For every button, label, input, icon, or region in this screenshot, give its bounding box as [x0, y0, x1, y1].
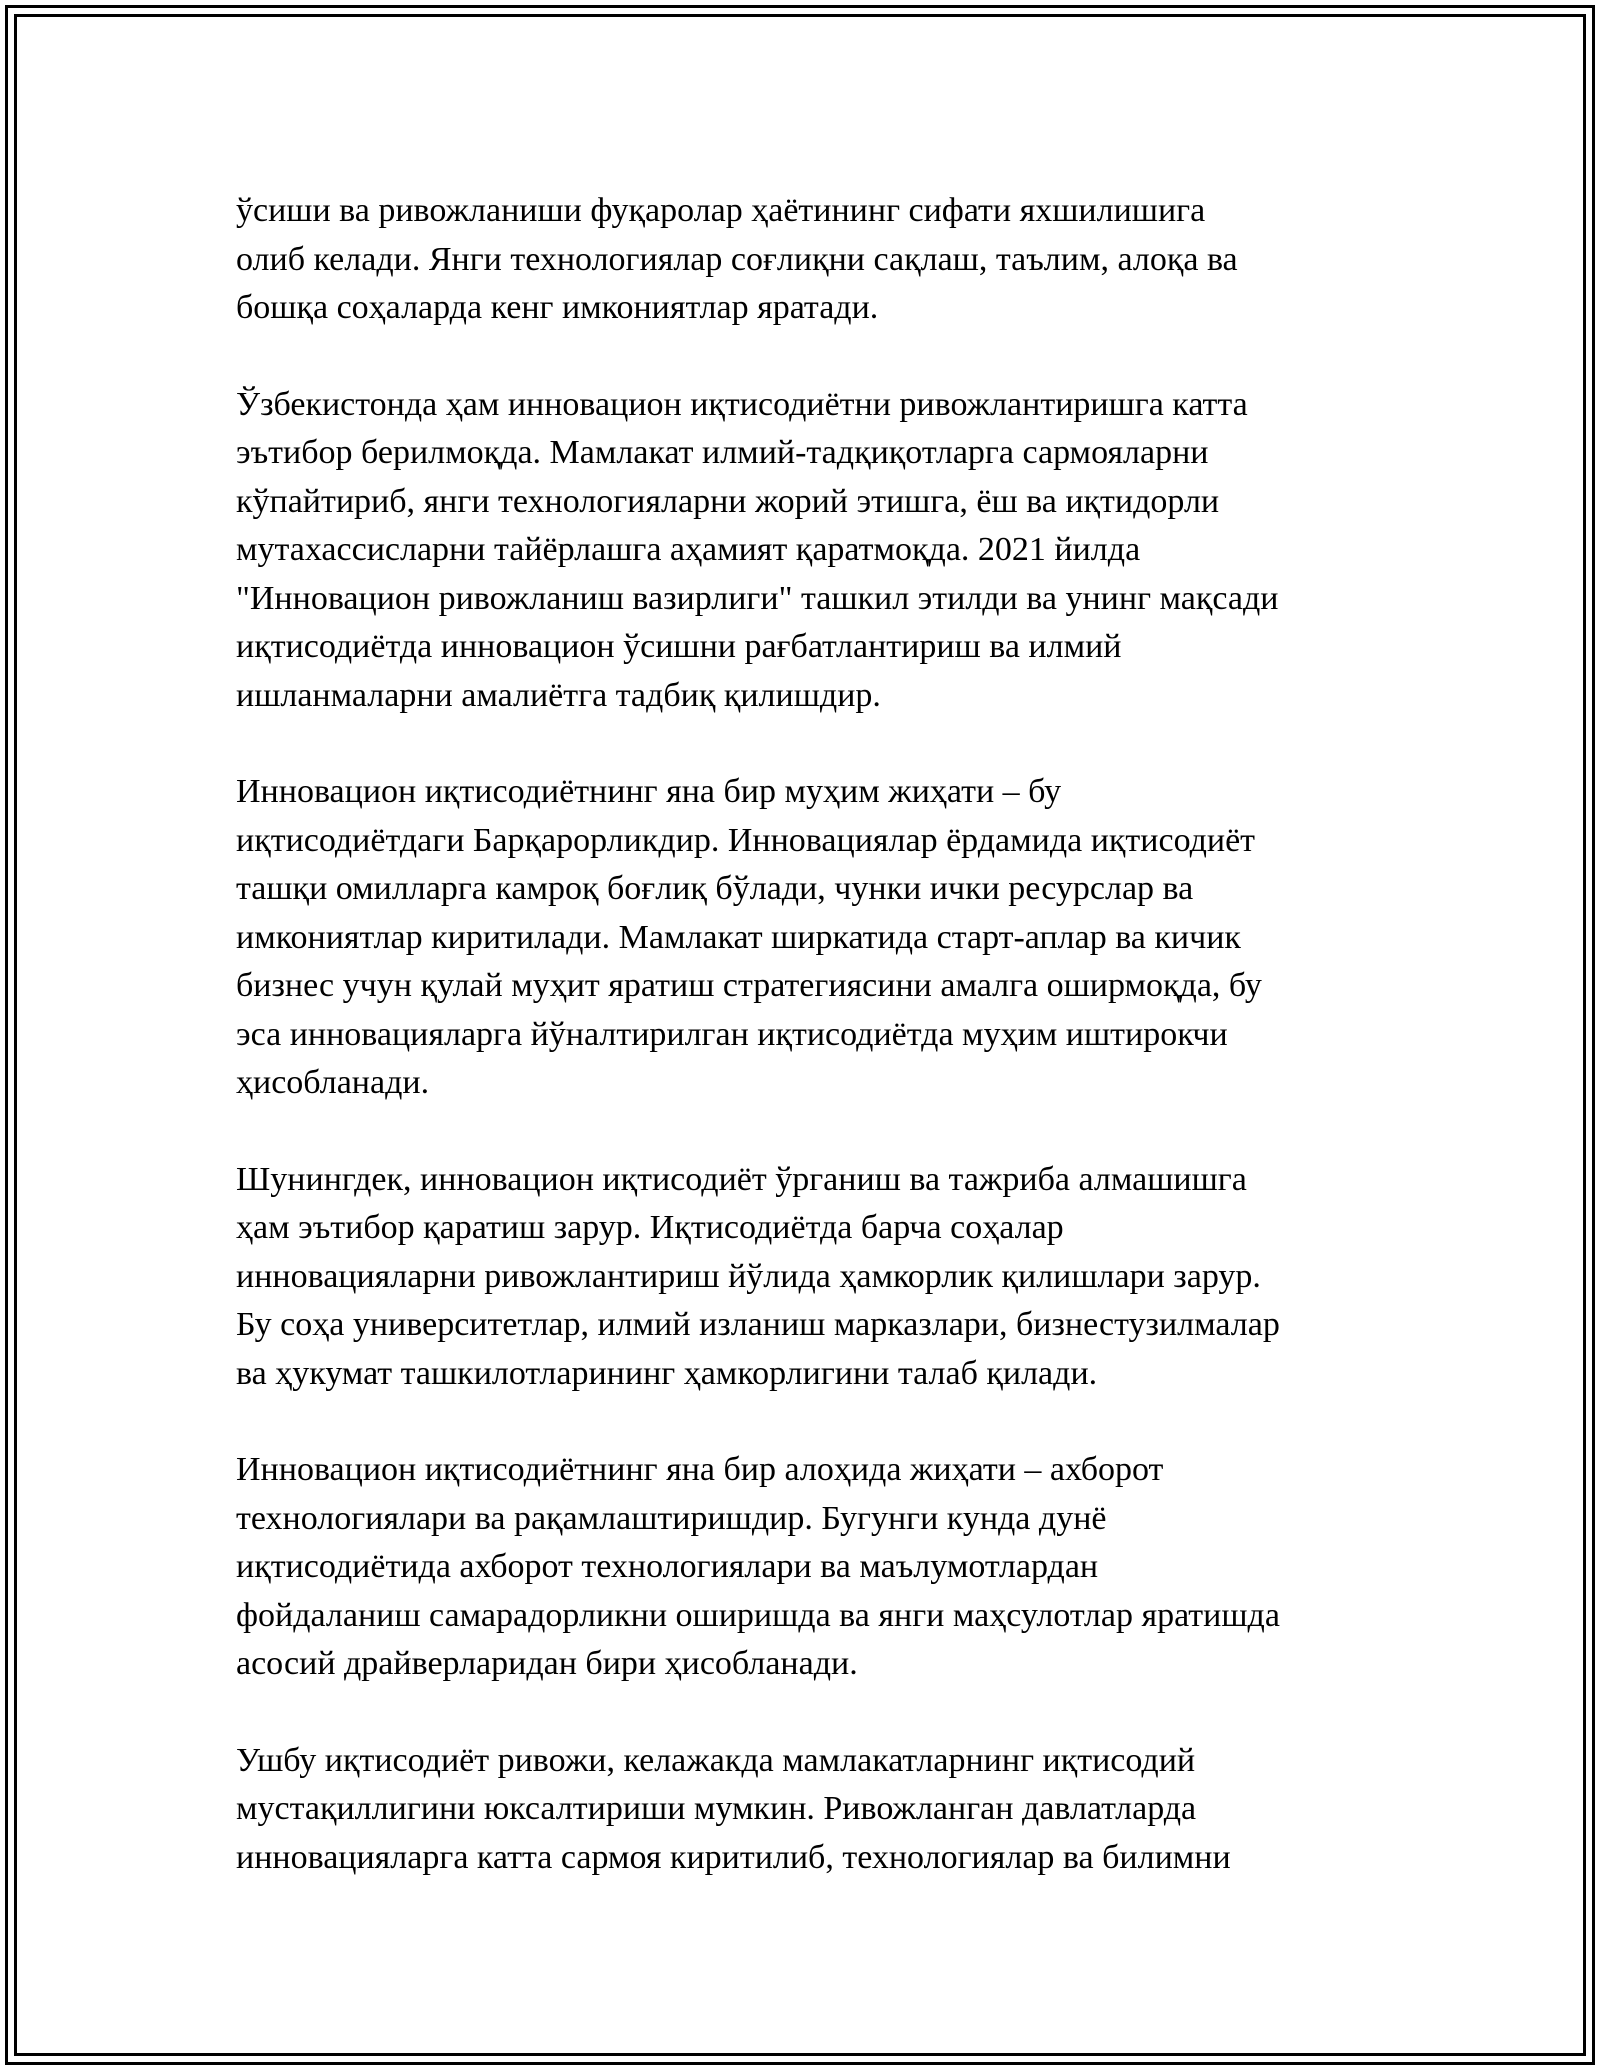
paragraph-2: Ўзбекистонда ҳам инновацион иқтисодиётни ривожлантиришга катта эътибор берилмоқда. Мамлакат илмий-тадқиқотларга сармояларни кўпайтириб, янги технологияларни жорий этишга, ёш ва иқтидорли мутахассисларни тайёрлашга аҳамият қаратмоқда. 2021 йилда "Инновацион ривожланиш вазирлиги" ташкил этилди ва унинг мақсади иқтисодиётда инновацион ўсишни рағбатлантириш ва илмий ишланмаларни амалиётга тадбиқ қилишдир.: [236, 385, 1279, 714]
document-body: [236, 187, 1386, 1882]
paragraph-3: Инновацион иқтисодиётнинг яна бир муҳим жиҳати – бу иқтисодиётдаги Барқарорликдир. Инновациялар ёрдамида иқтисодиёт ташқи омилларга камроқ боғлиқ бўлади, чунки ички ресурслар ва имкониятлар киритилади. Мамлакат ширкатида старт-аплар ва кичик бизнес учун қулай муҳит яратиш стратегиясини амалга оширмоқда, бу эса инновацияларга йўналтирилган иқтисодиётда муҳим иштирокчи ҳисобланади.: [236, 773, 1262, 1101]
paragraph-1: ўсиши ва ривожланиши фуқаролар ҳаётининг сифати яхшилишига олиб келади. Янги технологиялар соғлиқни сақлаш, таълим, алоқа ва бошқа соҳаларда кенг имкониятлар яратади.: [236, 192, 1238, 326]
paragraph-4: Шунингдек, инновацион иқтисодиёт ўрганиш ва тажриба алмашишга ҳам эътибор қаратиш зарур. Иқтисодиётда барча соҳалар инновацияларни ривожлантириш йўлида ҳамкорлик қилишлари зарур. Бу соҳа университетлар, илмий изланиш марказлари, бизнестузилмалар ва ҳукумат ташкилотларининг ҳамкорлигини талаб қилади.: [236, 1160, 1280, 1392]
paragraph-6: Ушбу иқтисодиёт ривожи, келажакда мамлакатларнинг иқтисодий мустақиллигини юксалтириши мумкин. Ривожланган давлатларда инновацияларга катта сармоя киритилиб, технологиялар ва билимни: [236, 1741, 1231, 1876]
paragraph-5: Инновацион иқтисодиётнинг яна бир алоҳида жиҳати – ахборот технологиялари ва рақамлаштиришдир. Бугунги кунда дунё иқтисодиётида ахборот технологиялари ва маълумотлардан фойдаланиш самарадорликни оширишда ва янги маҳсулотлар яратишда асосий драйверларидан бири ҳисобланади.: [236, 1451, 1280, 1682]
